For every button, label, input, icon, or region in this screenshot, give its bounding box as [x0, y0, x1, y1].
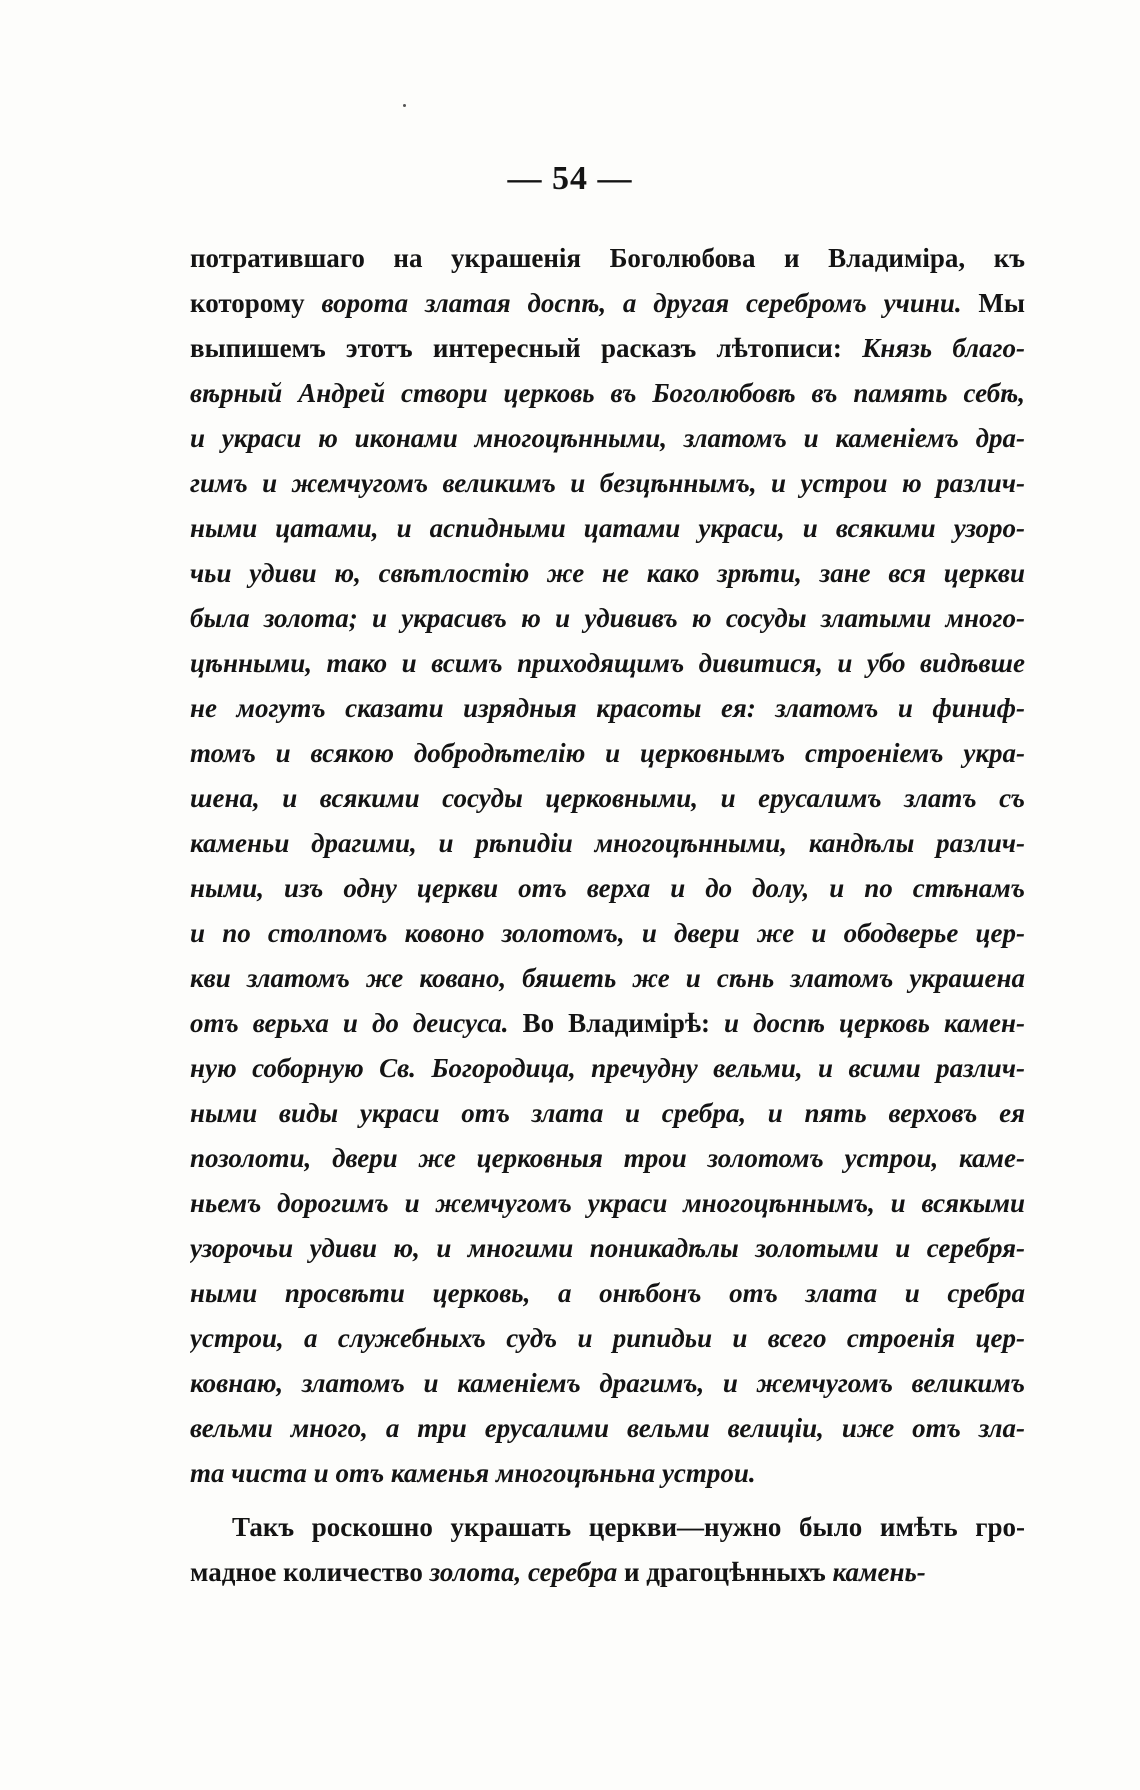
italic-text: ковнаю, златомъ и каменіемъ драгимъ, и жемчугомъ великимъ [190, 1368, 1025, 1398]
italic-text: ными просвѣти церковь, а онѣбонъ отъ злата и сребра [190, 1278, 1025, 1308]
text-line [190, 866, 1025, 911]
italic-text: ворота златая доспѣ, а другая серебромъ учини. [321, 288, 962, 318]
italic-text: не могутъ сказати изрядныя красоты ея: златомъ и финиф- [190, 693, 1025, 723]
text-line [190, 1406, 1025, 1451]
italic-text: отъ верьха и до деисуса. [190, 1008, 523, 1038]
roman-text: Мы [961, 288, 1025, 318]
italic-text: ную соборную Св. Богородица, пречудну вельми, и всими различ- [190, 1053, 1025, 1083]
italic-text: Князь благо- [862, 333, 1025, 363]
italic-text: вѣрный Андрей створи церковь въ Боголюбовѣ въ память себѣ, [190, 378, 1025, 408]
roman-text: мадное количество [190, 1557, 430, 1587]
paragraph-chronicle-quote [190, 236, 1025, 1496]
roman-text: выпишемъ этотъ интересный расказъ лѣтописи: [190, 333, 863, 363]
page-number: — 54 — [507, 160, 633, 197]
text-line [190, 686, 1025, 731]
text-line [190, 506, 1025, 551]
italic-text: гимъ и жемчугомъ великимъ и безцѣннымъ, и устрои ю различ- [190, 468, 1025, 498]
text-line [190, 236, 1025, 281]
italic-text: и доспѣ церковь камен- [724, 1008, 1025, 1038]
italic-text: узорочьи удиви ю, и многими поникадѣлы золотыми и серебря- [190, 1233, 1025, 1263]
text-line [190, 1550, 1025, 1595]
text-line [190, 281, 1025, 326]
italic-text: позолоти, двери же церковныя трои золотомъ устрои, каме- [190, 1143, 1025, 1173]
italic-text: золота, серебра [429, 1557, 618, 1587]
italic-text: ными цатами, и аспидными цатами украси, и всякими узоро- [190, 513, 1025, 543]
print-speck [403, 104, 406, 107]
text-line [190, 1091, 1025, 1136]
text-line [190, 1271, 1025, 1316]
italic-text: устрои, а служебныхъ судъ и рипидьи и всего строенія цер- [190, 1323, 1025, 1353]
text-line [190, 416, 1025, 461]
roman-text: которому [190, 288, 322, 318]
italic-text: камень- [832, 1557, 926, 1587]
roman-text: Такъ роскошно украшать церкви—нужно было имѣть гро- [232, 1512, 1025, 1542]
italic-text: ными, изъ одну церкви отъ верха и до долу, и по стѣнамъ [190, 873, 1025, 903]
text-line [190, 911, 1025, 956]
italic-text: шена, и всякими сосуды церковными, и ерусалимъ златъ съ [190, 783, 1025, 813]
italic-text: вельми много, а три ерусалими вельми велиціи, иже отъ зла- [190, 1413, 1025, 1443]
text-line [190, 596, 1025, 641]
italic-text: и украси ю иконами многоцѣнными, златомъ и каменіемъ дра- [190, 423, 1025, 453]
italic-text: была золота; и украсивъ ю и удививъ ю сосуды златыми много- [190, 603, 1025, 633]
roman-text: потратившаго на украшенія Боголюбова и Владиміра, къ [190, 243, 1025, 273]
text-line [190, 551, 1025, 596]
text-line [190, 641, 1025, 686]
italic-text: ньемъ дорогимъ и жемчугомъ украси многоцѣннымъ, и всякыми [190, 1188, 1025, 1218]
text-line [190, 776, 1025, 821]
italic-text: томъ и всякою добродѣтелію и церковнымъ строеніемъ укра- [190, 738, 1025, 768]
text-line [190, 1181, 1025, 1226]
text-line [190, 821, 1025, 866]
text-line [190, 326, 1025, 371]
italic-text: каменьи драгими, и рѣпидіи многоцѣнными, кандѣлы различ- [190, 828, 1025, 858]
text-line [190, 731, 1025, 776]
italic-text: та чиста и отъ каменья многоцѣньна устрои. [190, 1458, 756, 1488]
roman-text: Во Владимірѣ: [522, 1008, 725, 1038]
text-line [190, 1226, 1025, 1271]
text-line [190, 1451, 1025, 1496]
text-line [190, 371, 1025, 416]
text-line [190, 1136, 1025, 1181]
italic-text: и по столпомъ ковоно золотомъ, и двери же и ободверье цер- [190, 918, 1025, 948]
italic-text: кви златомъ же ковано, бяшеть же и сѣнь златомъ украшена [190, 963, 1025, 993]
text-line [190, 1505, 1025, 1550]
italic-text: ными виды украси отъ злата и сребра, и пять верховъ ея [190, 1098, 1025, 1128]
text-line [190, 1046, 1025, 1091]
text-line [190, 956, 1025, 1001]
italic-text: чьи удиви ю, свѣтлостію же не како зрѣти, зане вся церкви [190, 558, 1025, 588]
paragraph-conclusion [190, 1505, 1025, 1595]
italic-text: цѣнными, тако и всимъ приходящимъ дивитися, и убо видѣвше [190, 648, 1025, 678]
text-line [190, 461, 1025, 506]
text-line [190, 1316, 1025, 1361]
roman-text: и драгоцѣнныхъ [617, 1557, 833, 1587]
text-line [190, 1361, 1025, 1406]
text-line [190, 1001, 1025, 1046]
